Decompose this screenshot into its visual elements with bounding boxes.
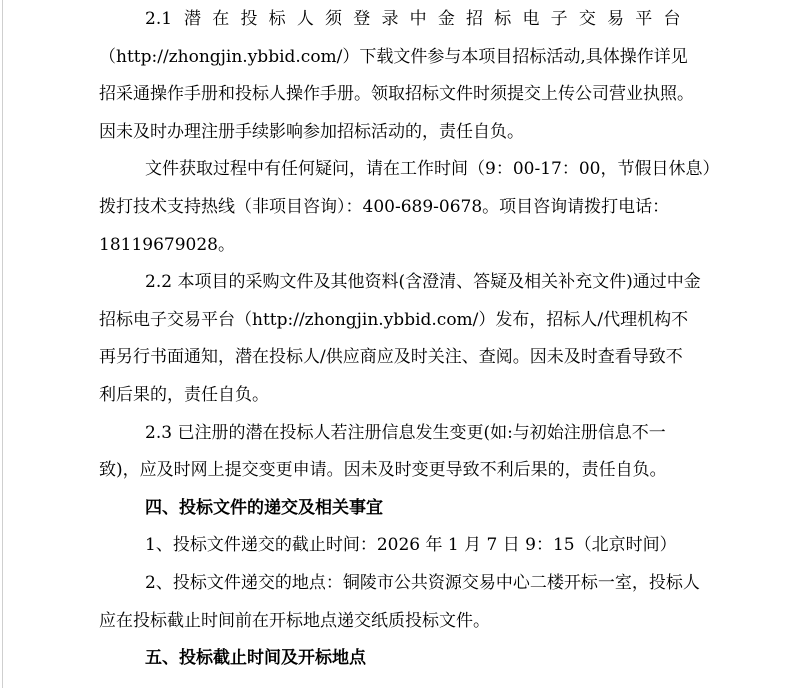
document-line: 应在投标截止时间前在开标地点递交纸质投标文件。 (99, 610, 490, 631)
document-line: 招采通操作手册和投标人操作手册。领取招标文件时须提交上传公司营业执照。 (99, 84, 694, 105)
document-line (99, 1, 691, 39)
document-line-text: 潜在投标人须登录中金招标电子交易平台 (184, 9, 692, 29)
clause-number: 2.1 (145, 9, 173, 29)
document-content (99, 0, 720, 678)
section-heading: 四、投标文件的递交及相关事宜 (145, 497, 383, 518)
document-line: 致)，应及时网上提交变更申请。因未及时变更导致不利后果的，责任自负。 (99, 460, 667, 481)
section-heading: 五、投标截止时间及开标地点 (145, 648, 366, 669)
document-line: 2.2 本项目的采购文件及其他资料(含澄清、答疑及相关补充文件)通过中金 (145, 272, 701, 293)
document-line: 再另行书面通知，潜在投标人/供应商应及时关注、查阅。因未及时查看导致不 (99, 347, 683, 368)
document-line: 招标电子交易平台（http://zhongjin.ybbid.com/）发布，招标人/代理机构不 (99, 309, 689, 330)
document-line: 拨打技术支持热线（非项目咨询）：400-689-0678。项目咨询请拨打电话： (99, 196, 670, 217)
page-left-border (2, 0, 3, 688)
document-line: 2.3 已注册的潜在投标人若注册信息发生变更(如:与初始注册信息不一 (145, 422, 666, 443)
document-line: 因未及时办理注册手续影响参加招标活动的，责任自负。 (99, 121, 524, 142)
document-line: （http://zhongjin.ybbid.com/）下载文件参与本项目招标活动,具体操作详见 (99, 46, 688, 67)
document-line: 18119679028。 (99, 234, 235, 255)
document-line: 文件获取过程中有任何疑问，请在工作时间（9：00-17：00，节假日休息） (145, 159, 720, 180)
document-line: 2、投标文件递交的地点：铜陵市公共资源交易中心二楼开标一室，投标人 (145, 572, 700, 593)
document-line: 利后果的，责任自负。 (99, 384, 269, 405)
document-line: 1、投标文件递交的截止时间：2026 年 1 月 7 日 9：15（北京时间） (145, 535, 677, 556)
